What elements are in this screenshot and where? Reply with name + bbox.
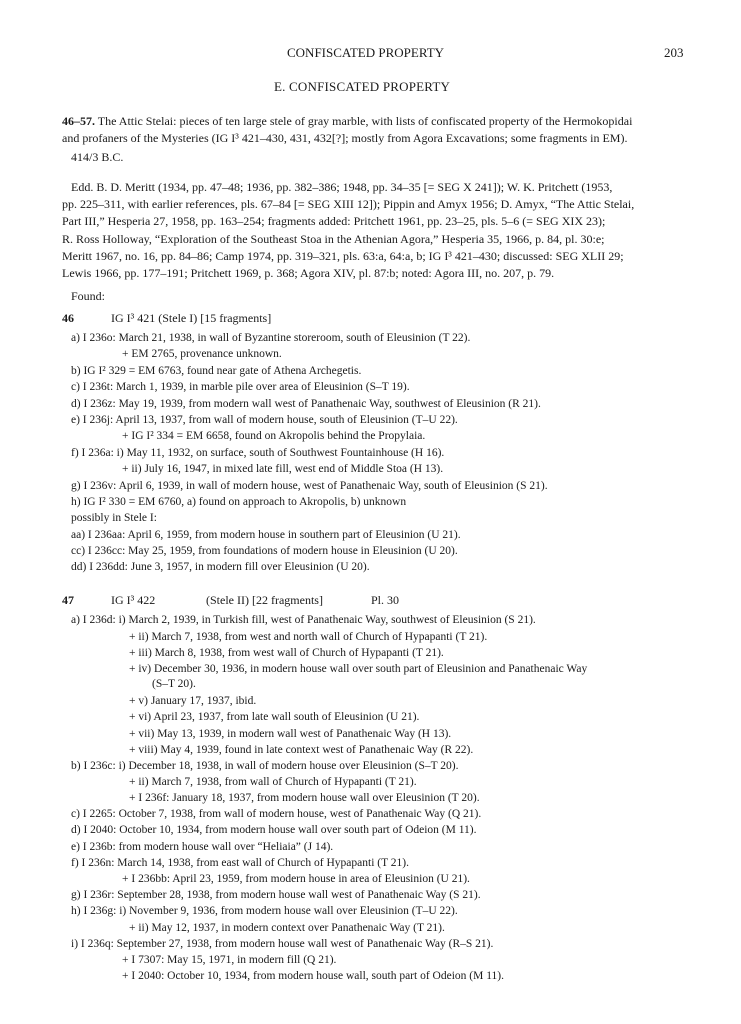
entry-47-line: + ii) May 12, 1937, in modern context over Panathenaic Way (T 21). bbox=[129, 922, 445, 934]
entry-47-line: f) I 236n: March 14, 1938, from east wall of Church of Hypapanti (T 21). bbox=[71, 857, 409, 869]
entry-47-line: + I 7307: May 15, 1971, in modern fill (Q 21). bbox=[122, 954, 337, 966]
intro-text-1: The Attic Stelai: pieces of ten large stele of gray marble, with lists of confiscated property of the Hermokopidai bbox=[97, 114, 633, 128]
entry-46-line: f) I 236a: i) May 11, 1932, on surface, south of Southwest Fountainhouse (H 16). bbox=[71, 447, 445, 459]
entry-47-line: + iv) December 30, 1936, in modern house wall over south part of Eleusinion and Panathenaic Way bbox=[129, 663, 588, 675]
entry-46-heading: IG I³ 421 (Stele I) [15 fragments] bbox=[111, 311, 272, 325]
page-number: 203 bbox=[664, 45, 684, 60]
entry-46-line: dd) I 236dd: June 3, 1957, in modern fill over Eleusinion (U 20). bbox=[71, 561, 370, 573]
entry-47-line: + v) January 17, 1937, ibid. bbox=[129, 695, 257, 707]
entry-47-line: h) I 236g: i) November 9, 1936, from modern house wall over Eleusinion (T–U 22). bbox=[71, 905, 458, 917]
entry-47-line: a) I 236d: i) March 2, 1939, in Turkish fill, west of Panathenaic Way, southwest of Eleusinion (S 21). bbox=[71, 614, 536, 626]
entry-46-line: g) I 236v: April 6, 1939, in wall of modern house, west of Panathenaic Way, south of Eleusinion (S 21). bbox=[71, 480, 548, 492]
entry-47-line: e) I 236b: from modern house wall over “Heliaia” (J 14). bbox=[71, 841, 334, 853]
entry-47-line: c) I 2265: October 7, 1938, from wall of modern house, west of Panathenaic Way (Q 21). bbox=[71, 808, 482, 820]
entry-46-line: b) IG I² 329 = EM 6763, found near gate of Athena Archegetis. bbox=[71, 365, 362, 377]
entry-47-line: + vi) April 23, 1937, from late wall south of Eleusinion (U 21). bbox=[129, 711, 420, 723]
intro-line-2: and profaners of the Mysteries (IG I³ 421–430, 431, 432[?]; mostly from Agora Excavations; some fragments in EM). bbox=[62, 131, 628, 145]
intro-line-1 bbox=[62, 114, 632, 128]
entry-range-number: 46–57. bbox=[62, 114, 95, 128]
entry-46-number: 46 bbox=[62, 311, 74, 325]
entry-46-line: e) I 236j: April 13, 1937, from wall of modern house, south of Eleusinion (T–U 22). bbox=[71, 414, 458, 426]
edition-line: Edd. B. D. Meritt (1934, pp. 47–48; 1936, pp. 382–386; 1948, pp. 34–35 [= SEG X 241]); W. K. Pritchett (1953, bbox=[71, 180, 613, 194]
entry-47-line: + vii) May 13, 1939, in modern wall west of Panathenaic Way (H 13). bbox=[129, 728, 452, 740]
entry-46-line: c) I 236t: March 1, 1939, in marble pile over area of Eleusinion (S–T 19). bbox=[71, 381, 410, 393]
edition-line: Lewis 1966, pp. 177–191; Pritchett 1969, p. 368; Agora XIV, pl. 87:b; noted: Agora III, no. 207, p. 79. bbox=[62, 266, 555, 280]
running-header-title: CONFISCATED PROPERTY bbox=[287, 45, 445, 60]
entry-47-heading-ig: IG I³ 422 bbox=[111, 593, 156, 607]
entry-46-line: + EM 2765, provenance unknown. bbox=[122, 348, 282, 360]
entry-47-heading-stele: (Stele II) [22 fragments] bbox=[206, 593, 323, 607]
entry-46-line: a) I 236o: March 21, 1938, in wall of Byzantine storeroom, south of Eleusinion (T 22). bbox=[71, 332, 471, 344]
entry-46-line: possibly in Stele I: bbox=[71, 512, 157, 524]
entry-46-line: h) IG I² 330 = EM 6760, a) found on approach to Akropolis, b) unknown bbox=[71, 496, 407, 508]
entry-47-line: + I 236f: January 18, 1937, from modern house wall over Eleusinion (T 20). bbox=[129, 792, 480, 804]
entry-47-line: + ii) March 7, 1938, from wall of Church of Hypapanti (T 21). bbox=[129, 776, 417, 788]
edition-line: Part III,” Hesperia 27, 1958, pp. 163–254; fragments added: Pritchett 1961, pp. 23–25, pls. 5–6 (= SEG XIX 23); bbox=[62, 214, 606, 228]
found-label: Found: bbox=[71, 289, 106, 303]
entry-47-line: d) I 2040: October 10, 1934, from modern house wall over south part of Odeion (M 11). bbox=[71, 824, 477, 836]
intro-date: 414/3 B.C. bbox=[71, 150, 124, 164]
entry-47-line: i) I 236q: September 27, 1938, from modern house wall west of Panathenaic Way (R–S 21). bbox=[71, 938, 494, 950]
entry-47-line: (S–T 20). bbox=[152, 678, 196, 690]
entry-47-line: + I 2040: October 10, 1934, from modern house wall, south part of Odeion (M 11). bbox=[122, 970, 504, 982]
entry-46-line: aa) I 236aa: April 6, 1959, from modern house in southern part of Eleusinion (U 21). bbox=[71, 529, 461, 541]
entry-47-line: + iii) March 8, 1938, from west wall of Church of Hypapanti (T 21). bbox=[129, 647, 444, 659]
entry-46-line: + ii) July 16, 1947, in mixed late fill, west end of Middle Stoa (H 13). bbox=[122, 463, 444, 475]
entry-47-line: + viii) May 4, 1939, found in late context west of Panathenaic Way (R 22). bbox=[129, 744, 474, 756]
entry-47-number: 47 bbox=[62, 593, 74, 607]
edition-line: R. Ross Holloway, “Exploration of the Southeast Stoa in the Athenian Agora,” Hesperia 35, 1966, p. 84, pl. 30:e; bbox=[62, 232, 605, 246]
entry-47-line: b) I 236c: i) December 18, 1938, in wall of modern house over Eleusinion (S–T 20). bbox=[71, 760, 459, 772]
edition-line: pp. 225–311, with earlier references, pls. 67–84 [= SEG XIII 12]); Pippin and Amyx 1956; D. Amyx, “The Attic Stelai, bbox=[62, 197, 635, 211]
section-title: E. CONFISCATED PROPERTY bbox=[274, 79, 451, 94]
entry-47-line: g) I 236r: September 28, 1938, from modern house wall west of Panathenaic Way (S 21). bbox=[71, 889, 481, 901]
entry-46-line: + IG I² 334 = EM 6658, found on Akropolis behind the Propylaia. bbox=[122, 430, 426, 442]
entry-47-line: + ii) March 7, 1938, from west and north wall of Church of Hypapanti (T 21). bbox=[129, 631, 488, 643]
entry-47-line: + I 236bb: April 23, 1959, from modern house in area of Eleusinion (U 21). bbox=[122, 873, 470, 885]
entry-46-line: cc) I 236cc: May 25, 1959, from foundations of modern house in Eleusinion (U 20). bbox=[71, 545, 458, 557]
entry-47-plate: Pl. 30 bbox=[371, 593, 400, 607]
entry-46-line: d) I 236z: May 19, 1939, from modern wall west of Panathenaic Way, southwest of Eleusinion (R 21). bbox=[71, 398, 541, 410]
edition-line: Meritt 1967, no. 16, pp. 84–86; Camp 1974, pp. 319–321, pls. 63:a, 64:a, b; IG I³ 421–430; discussed: SEG XLII 29; bbox=[62, 249, 624, 263]
